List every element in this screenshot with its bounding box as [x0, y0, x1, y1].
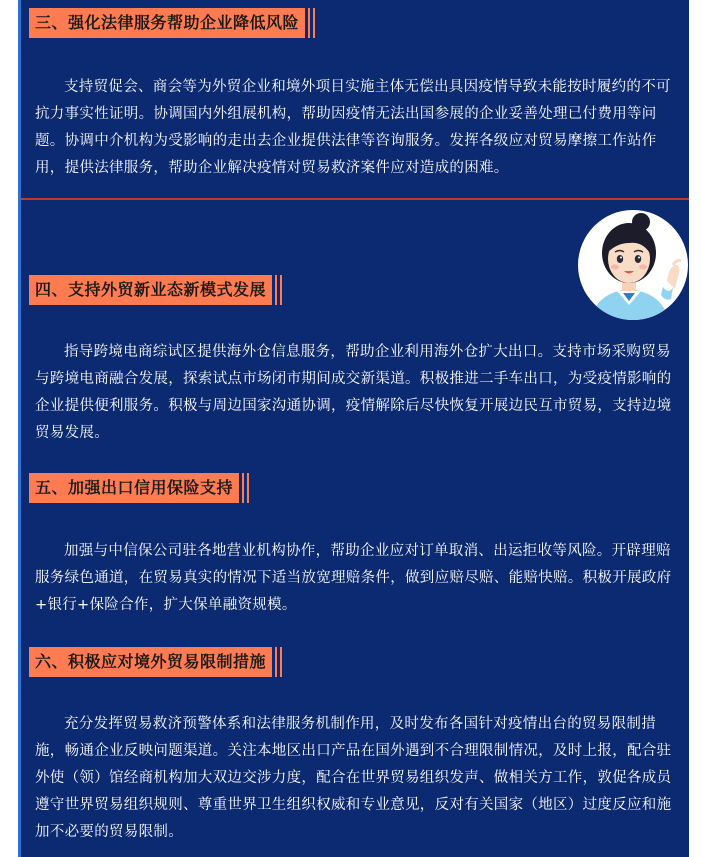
section-5-heading: 五、加强出口信用保险支持: [29, 473, 239, 503]
customer-service-avatar-icon: [577, 209, 689, 321]
section-divider: [21, 198, 689, 200]
section-5-heading-wrap: [29, 473, 249, 503]
section-3-heading: 三、强化法律服务帮助企业降低风险: [29, 8, 305, 38]
heading-bar: [280, 647, 282, 677]
section-6-heading-wrap: [29, 647, 282, 677]
section-4-body: 指导跨境电商综试区提供海外仓信息服务，帮助企业利用海外仓扩大出口。支持市场采购贸易与跨境电商融合发展，探索试点市场闭市期间成交新渠道。积极推进二手车出口，为受疫情影响的企业提供便利服务。积极与周边国家沟通协调，疫情解除后尽快恢复开展边民互市贸易，支持边境贸易发展。: [35, 344, 672, 441]
heading-bar: [313, 8, 315, 38]
heading-bar: [242, 473, 244, 503]
section-4-heading-wrap: [29, 275, 282, 305]
content-panel: [18, 0, 689, 857]
section-6-heading: 六、积极应对境外贸易限制措施: [29, 647, 272, 677]
heading-bar: [275, 647, 277, 677]
heading-bar: [280, 275, 282, 305]
section-6-body: 充分发挥贸易救济预警体系和法律服务机制作用，及时发布各国针对疫情出台的贸易限制措施，畅通企业反映问题渠道。关注本地区出口产品在国外遇到不合理限制情况，及时上报，配合驻外使（领）馆经商机构加大双边交涉力度，配合在世界贸易组织发声、做相关方工作，敦促各成员遵守世界贸易组织规则、尊重世界卫生组织权威和专业意见，反对有关国家（地区）过度反应和施加不必要的贸易限制。: [35, 716, 672, 840]
section-4-heading: 四、支持外贸新业态新模式发展: [29, 275, 272, 305]
heading-bar: [275, 275, 277, 305]
heading-bar: [308, 8, 310, 38]
section-3-body: 支持贸促会、商会等为外贸企业和境外项目实施主体无偿出具因疫情导致未能按时履约的不可抗力事实性证明。协调国内外组展机构，帮助因疫情无法出国参展的企业妥善处理已付费用等问题。协调中介机构为受影响的走出去企业提供法律等咨询服务。发挥各级应对贸易摩擦工作站作用，提供法律服务，帮助企业解决疫情对贸易救济案件应对造成的困难。: [35, 79, 671, 176]
section-5-body: 加强与中信保公司驻各地营业机构协作，帮助企业应对订单取消、出运拒收等风险。开辟理赔服务绿色通道，在贸易真实的情况下适当放宽理赔条件，做到应赔尽赔、能赔快赔。积极开展政府+银行+保险合作，扩大保单融资规模。: [35, 543, 672, 613]
heading-bar: [247, 473, 249, 503]
section-3-heading-wrap: [29, 8, 315, 38]
